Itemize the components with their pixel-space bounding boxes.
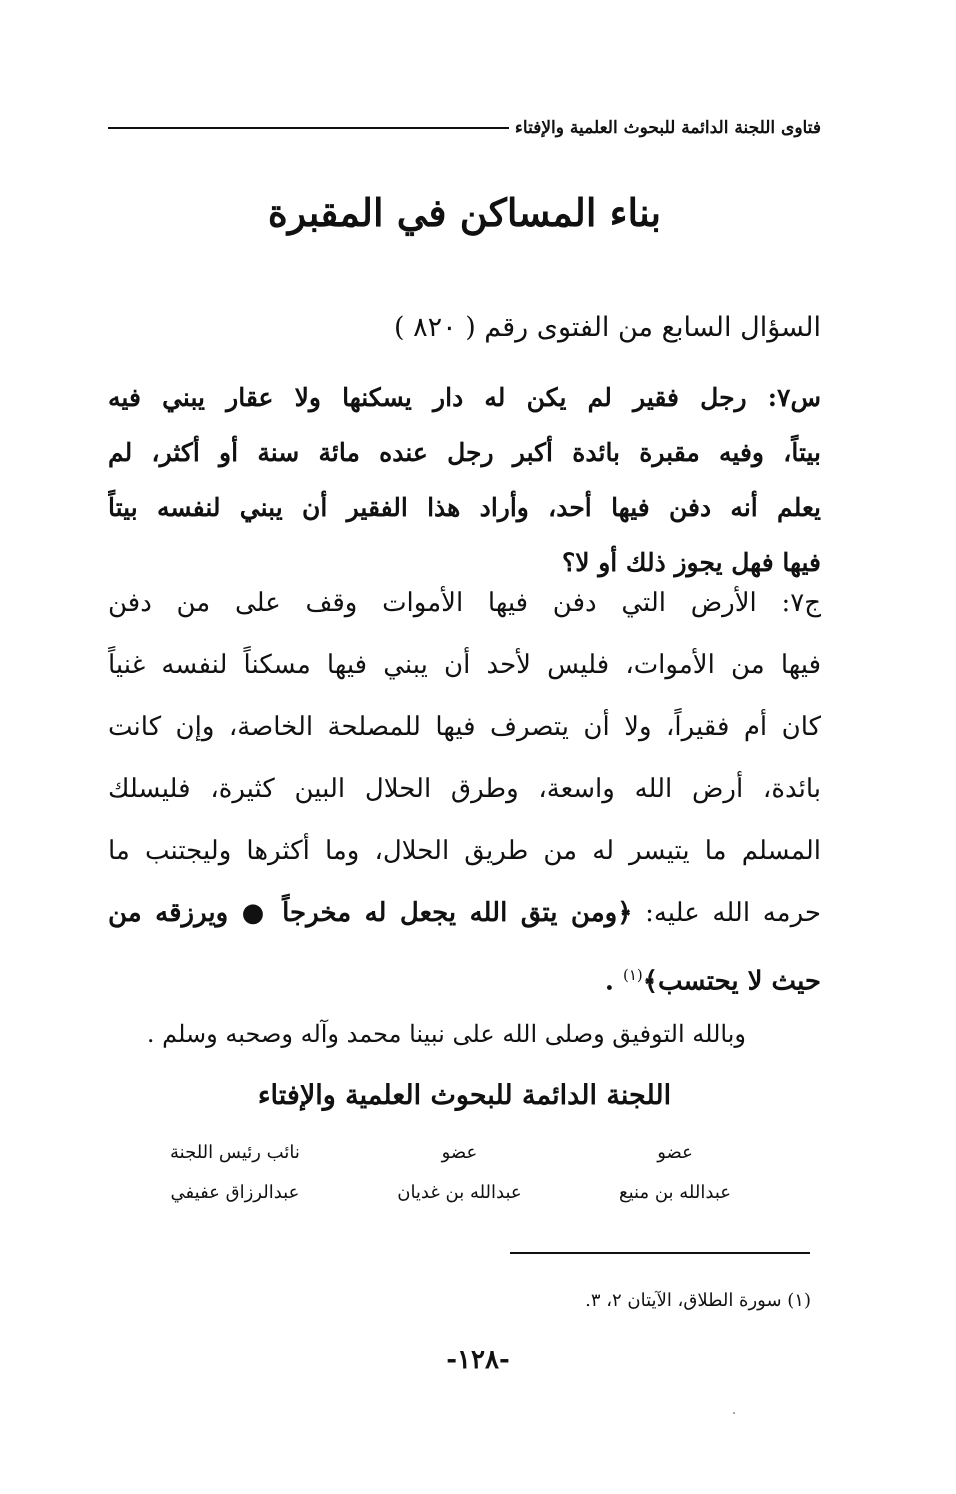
answer-text <box>108 572 821 1006</box>
question-number-text: السؤال السابع من الفتوى رقم ( ٨٢٠ ) <box>393 312 821 343</box>
signature-role: عضو <box>657 1142 693 1163</box>
question-line: س٧: رجل فقير لم يكن له دار يسكنها ولا عقار يبني فيه <box>108 383 821 412</box>
answer-line: فيها من الأموات، فليس لأحد أن يبني فيها مسكناً لنفسه غنياً <box>108 650 821 680</box>
running-header <box>108 118 821 138</box>
running-header-text: فتاوى اللجنة الدائمة للبحوث العلمية والإفتاء <box>514 118 821 138</box>
quran-quote-part2: حيث لا يحتسب﴾ <box>642 966 821 997</box>
answer-line: بائدة، أرض الله واسعة، وطرق الحلال البين كثيرة، فليسلك <box>108 774 821 804</box>
quran-quote-part1: ﴿ومن يتق الله يجعل له مخرجاً ● ويرزقه من <box>108 898 633 928</box>
question-number <box>108 312 821 343</box>
question-line: يعلم أنه دفن فيها أحد، وأراد هذا الفقير أن يبني لنفسه بيتاً <box>108 493 821 522</box>
signature-name: عبدالله بن منيع <box>619 1182 731 1203</box>
answer-line: المسلم ما يتيسر له من طريق الحلال، وما أكثرها وليجتنب ما <box>108 836 821 866</box>
page-number: -١٢٨- <box>446 1345 510 1375</box>
signature-name: عبدالله بن غديان <box>397 1182 522 1203</box>
signature-role: نائب رئيس اللجنة <box>170 1142 300 1163</box>
signature-name: عبدالرزاق عفيفي <box>170 1182 300 1203</box>
answer-quote-line <box>108 882 821 944</box>
answer-quote-end-line <box>108 944 821 1006</box>
signature-role: عضو <box>441 1142 478 1163</box>
question-text <box>108 370 821 590</box>
answer-line: كان أم فقيراً، ولا أن يتصرف فيها للمصلحة الخاصة، وإن كانت <box>108 712 821 742</box>
signatures <box>170 1138 731 1208</box>
footnote-marker: (١) <box>623 966 643 984</box>
answer-end: . <box>604 966 623 997</box>
committee-name: اللجنة الدائمة للبحوث العلمية والإفتاء <box>257 1080 672 1111</box>
header-rule <box>108 127 509 129</box>
signature-block <box>619 1138 731 1208</box>
question-line: بيتاً، وفيه مقبرة بائدة أكبر رجل عنده مائة سنة أو أكثر، لم <box>108 438 821 467</box>
question-line: فيها فهل يجوز ذلك أو لا؟ <box>561 548 821 577</box>
closing-formula: وبالله التوفيق وصلى الله على نبينا محمد وآله وصحبه وسلم . <box>146 1020 746 1048</box>
signature-block <box>170 1138 300 1208</box>
footnote-rule <box>510 1252 810 1254</box>
footnote: (١) سورة الطلاق، الآيتان ٢، ٣. <box>585 1290 811 1311</box>
answer-line: ج٧: الأرض التي دفن فيها الأموات وقف على من دفن <box>108 588 821 618</box>
signature-block <box>397 1138 521 1208</box>
scan-speck <box>733 1412 735 1414</box>
answer-quote-lead: حرمه الله عليه: <box>645 898 821 928</box>
fatwa-title: بناء المساكن في المقبرة <box>267 190 662 235</box>
